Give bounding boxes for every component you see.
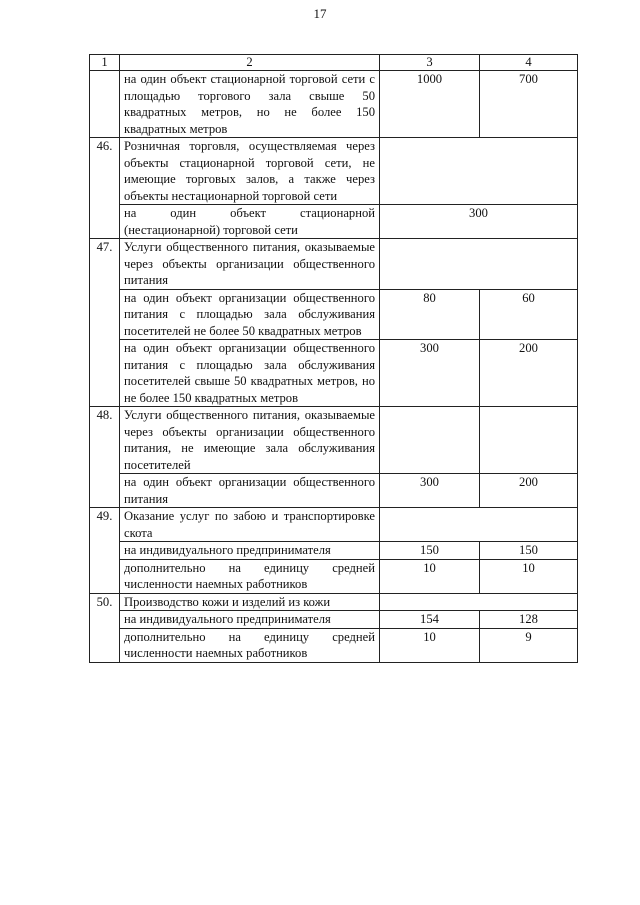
row-number: 48. <box>90 407 120 508</box>
row-description: на индивидуального предпринимателя <box>120 542 380 560</box>
table-row <box>90 611 578 629</box>
col-header-2: 2 <box>120 55 380 71</box>
table-row <box>90 71 578 138</box>
row-description: на один объект организации общественного питания с площадью зала обслуживания посетителей не более 50 квадратных метров <box>120 289 380 340</box>
value-col3: 1000 <box>380 71 480 138</box>
row-number: 46. <box>90 138 120 239</box>
value-merged: 300 <box>380 205 578 239</box>
table-row <box>90 559 578 593</box>
value-col3: 150 <box>380 542 480 560</box>
table-row <box>90 239 578 290</box>
col-header-1: 1 <box>90 55 120 71</box>
value-empty <box>380 593 578 611</box>
value-col4: 200 <box>480 340 578 407</box>
row-number-empty <box>90 71 120 138</box>
row-number: 47. <box>90 239 120 407</box>
table-header-row <box>90 55 578 71</box>
value-col4: 128 <box>480 611 578 629</box>
row-description: на один объект организации общественного питания с площадью зала обслуживания посетителей свыше 50 квадратных метров, но не более 150 квадратных метров <box>120 340 380 407</box>
table-row <box>90 205 578 239</box>
row-description: на один объект организации общественного питания <box>120 474 380 508</box>
table-row <box>90 593 578 611</box>
table-row <box>90 138 578 205</box>
row-description: Розничная торговля, осуществляемая через объекты стационарной торговой сети, не имеющие торговых залов, а также через объекты нестационарной торговой сети <box>120 138 380 205</box>
value-empty <box>380 138 578 205</box>
value-empty <box>480 407 578 474</box>
value-col4: 150 <box>480 542 578 560</box>
row-description: Услуги общественного питания, оказываемые через объекты организации общественного питания <box>120 239 380 290</box>
table-row <box>90 340 578 407</box>
row-description: на один объект стационарной торговой сети с площадью торгового зала свыше 50 квадратных метров, но не более 150 квадратных метров <box>120 71 380 138</box>
value-col3: 10 <box>380 559 480 593</box>
row-number: 50. <box>90 593 120 662</box>
row-description: Оказание услуг по забою и транспортировке скота <box>120 508 380 542</box>
table-row <box>90 628 578 662</box>
page-number: 17 <box>313 6 327 21</box>
table-row <box>90 407 578 474</box>
row-description: на один объект стационарной (нестационарной) торговой сети <box>120 205 380 239</box>
col-header-4: 4 <box>480 55 578 71</box>
value-col4: 9 <box>480 628 578 662</box>
value-empty <box>380 239 578 290</box>
value-col4: 200 <box>480 474 578 508</box>
value-empty <box>380 508 578 542</box>
value-col3: 10 <box>380 628 480 662</box>
value-col3: 154 <box>380 611 480 629</box>
row-description: Услуги общественного питания, оказываемые через объекты организации общественного питания, не имеющие зала обслуживания посетителей <box>120 407 380 474</box>
row-description: дополнительно на единицу средней численности наемных работников <box>120 628 380 662</box>
table-row <box>90 508 578 542</box>
row-description: Производство кожи и изделий из кожи <box>120 593 380 611</box>
tariff-table <box>89 54 578 663</box>
table-row <box>90 289 578 340</box>
row-description: дополнительно на единицу средней численности наемных работников <box>120 559 380 593</box>
table-row <box>90 542 578 560</box>
row-description: на индивидуального предпринимателя <box>120 611 380 629</box>
value-col3: 300 <box>380 340 480 407</box>
value-col3: 300 <box>380 474 480 508</box>
value-col4: 10 <box>480 559 578 593</box>
value-col4: 60 <box>480 289 578 340</box>
value-col3: 80 <box>380 289 480 340</box>
row-number: 49. <box>90 508 120 594</box>
value-empty <box>380 407 480 474</box>
col-header-3: 3 <box>380 55 480 71</box>
value-col4: 700 <box>480 71 578 138</box>
table-row <box>90 474 578 508</box>
